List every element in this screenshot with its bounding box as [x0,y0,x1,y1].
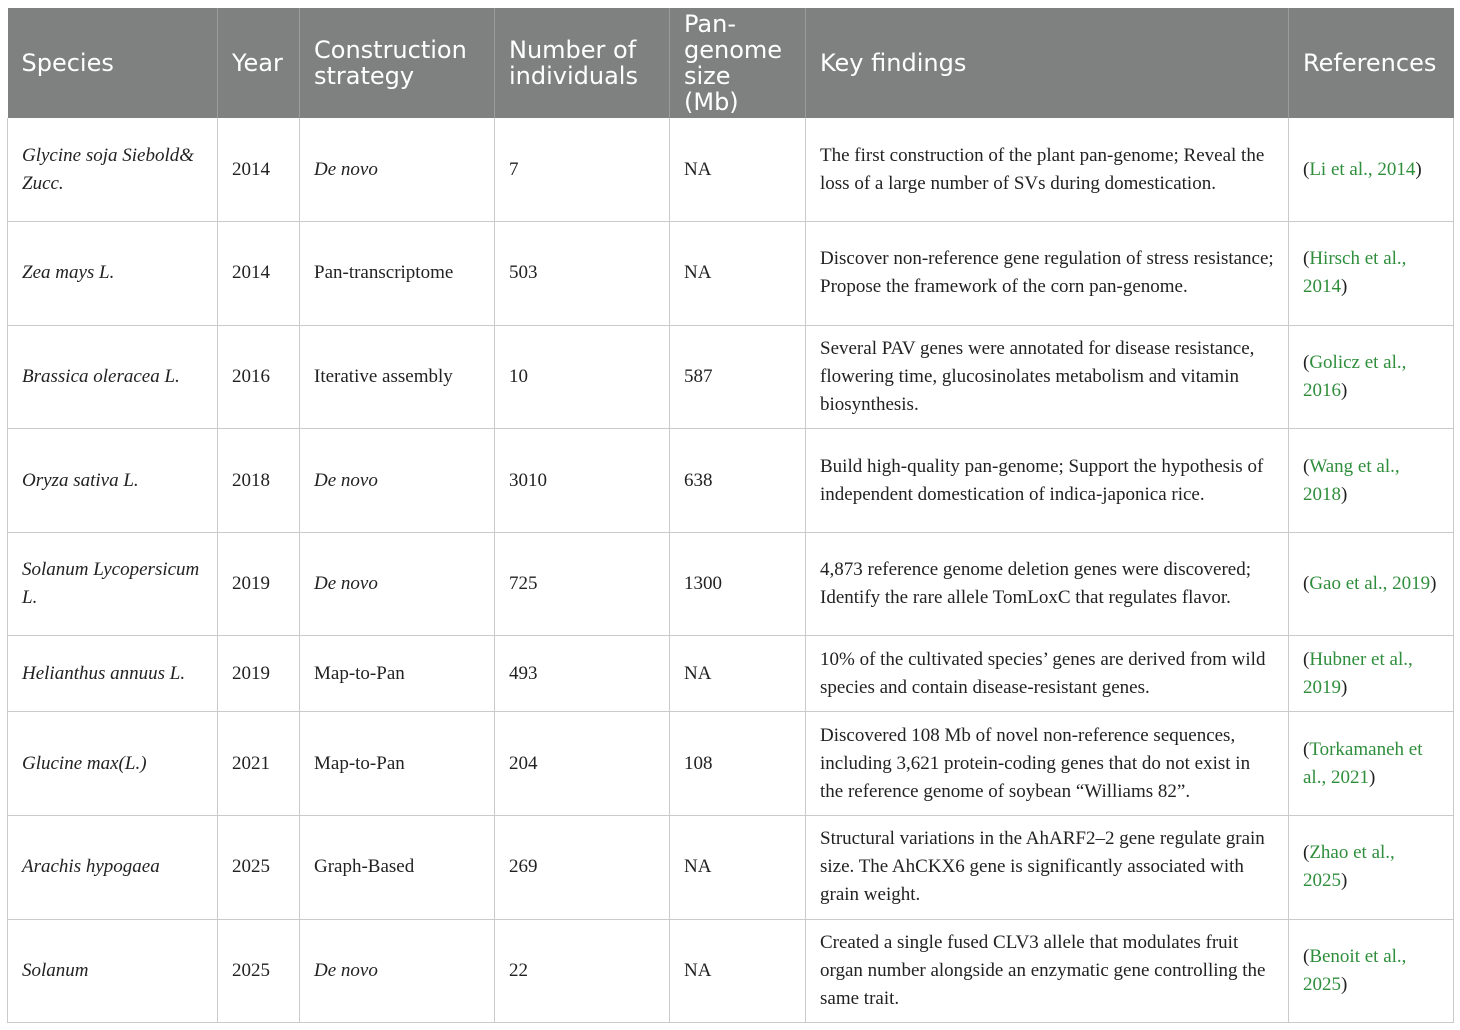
col-header-findings: Key findings [806,8,1289,118]
reference-cell: (Benoit et al., 2025) [1289,919,1454,1023]
year-cell: 2019 [218,532,300,636]
strategy-cell: De novo [300,919,495,1023]
reference-cell: (Zhao et al., 2025) [1289,816,1454,920]
strategy-cell: De novo [300,429,495,533]
size-cell: NA [670,816,806,920]
table-row [8,712,1454,816]
size-cell: 587 [670,325,806,429]
table-container [7,8,1453,1023]
table-row [8,222,1454,326]
col-header-species: Species [8,8,218,118]
col-header-references: References [1289,8,1454,118]
findings-cell: The first construction of the plant pan-genome; Reveal the loss of a large number of SVs during domestication. [806,118,1289,222]
species-cell: Helianthus annuus L. [8,636,218,712]
header-row [8,8,1454,118]
reference-cell: (Hubner et al., 2019) [1289,636,1454,712]
year-cell: 2014 [218,222,300,326]
species-cell: Arachis hypogaea [8,816,218,920]
col-header-size: Pan-genome size (Mb) [670,8,806,118]
reference-cell: (Hirsch et al., 2014) [1289,222,1454,326]
species-cell: Glycine soja Siebold& Zucc. [8,118,218,222]
table-row [8,325,1454,429]
table-row [8,118,1454,222]
strategy-cell: De novo [300,118,495,222]
year-cell: 2025 [218,919,300,1023]
year-cell: 2016 [218,325,300,429]
findings-cell: Several PAV genes were annotated for disease resistance, flowering time, glucosinolates metabolism and vitamin biosynthesis. [806,325,1289,429]
year-cell: 2021 [218,712,300,816]
reference-cell: (Wang et al., 2018) [1289,429,1454,533]
col-header-year: Year [218,8,300,118]
strategy-cell: De novo [300,532,495,636]
table-row [8,636,1454,712]
size-cell: NA [670,636,806,712]
reference-link[interactable]: Hubner et al., 2019 [1303,648,1413,698]
findings-cell: Created a single fused CLV3 allele that modulates fruit organ number alongside an enzymatic gene controlling the same trait. [806,919,1289,1023]
individuals-cell: 204 [495,712,670,816]
size-cell: NA [670,118,806,222]
strategy-cell: Graph-Based [300,816,495,920]
year-cell: 2019 [218,636,300,712]
col-header-strategy: Construction strategy [300,8,495,118]
individuals-cell: 269 [495,816,670,920]
size-cell: NA [670,919,806,1023]
reference-cell: (Torkamaneh et al., 2021) [1289,712,1454,816]
individuals-cell: 10 [495,325,670,429]
reference-link[interactable]: Hirsch et al., 2014 [1303,248,1407,298]
reference-link[interactable]: Torkamaneh et al., 2021 [1303,738,1423,788]
individuals-cell: 493 [495,636,670,712]
individuals-cell: 725 [495,532,670,636]
species-cell: Solanum [8,919,218,1023]
reference-cell: (Gao et al., 2019) [1289,532,1454,636]
individuals-cell: 22 [495,919,670,1023]
species-cell: Zea mays L. [8,222,218,326]
reference-cell: (Li et al., 2014) [1289,118,1454,222]
reference-link[interactable]: Golicz et al., 2016 [1303,351,1407,401]
size-cell: NA [670,222,806,326]
table-row [8,429,1454,533]
reference-link[interactable]: Li et al., 2014 [1309,158,1416,180]
year-cell: 2025 [218,816,300,920]
individuals-cell: 503 [495,222,670,326]
species-cell: Brassica oleracea L. [8,325,218,429]
findings-cell: Discover non-reference gene regulation of stress resistance; Propose the framework of the corn pan-genome. [806,222,1289,326]
size-cell: 108 [670,712,806,816]
species-cell: Oryza sativa L. [8,429,218,533]
species-cell: Glucine max(L.) [8,712,218,816]
reference-link[interactable]: Wang et al., 2018 [1303,455,1400,505]
individuals-cell: 3010 [495,429,670,533]
table-row [8,919,1454,1023]
table-row [8,816,1454,920]
findings-cell: Build high-quality pan-genome; Support the hypothesis of independent domestication of indica-japonica rice. [806,429,1289,533]
reference-link[interactable]: Benoit et al., 2025 [1303,945,1407,995]
findings-cell: Structural variations in the AhARF2–2 gene regulate grain size. The AhCKX6 gene is significantly associated with grain weight. [806,816,1289,920]
year-cell: 2018 [218,429,300,533]
strategy-cell: Map-to-Pan [300,712,495,816]
year-cell: 2014 [218,118,300,222]
individuals-cell: 7 [495,118,670,222]
reference-link[interactable]: Gao et al., 2019 [1309,573,1431,595]
strategy-cell: Map-to-Pan [300,636,495,712]
strategy-cell: Pan-transcriptome [300,222,495,326]
size-cell: 1300 [670,532,806,636]
size-cell: 638 [670,429,806,533]
findings-cell: 4,873 reference genome deletion genes were discovered; Identify the rare allele TomLoxC that regulates flavor. [806,532,1289,636]
reference-link[interactable]: Zhao et al., 2025 [1303,842,1395,892]
findings-cell: 10% of the cultivated species’ genes are derived from wild species and contain disease-resistant genes. [806,636,1289,712]
pan-genome-table [7,8,1454,1023]
col-header-individuals: Number of individuals [495,8,670,118]
findings-cell: Discovered 108 Mb of novel non-reference sequences, including 3,621 protein-coding genes that do not exist in the reference genome of soybean “Williams 82”. [806,712,1289,816]
table-row [8,532,1454,636]
strategy-cell: Iterative assembly [300,325,495,429]
species-cell: Solanum Lycopersicum L. [8,532,218,636]
reference-cell: (Golicz et al., 2016) [1289,325,1454,429]
